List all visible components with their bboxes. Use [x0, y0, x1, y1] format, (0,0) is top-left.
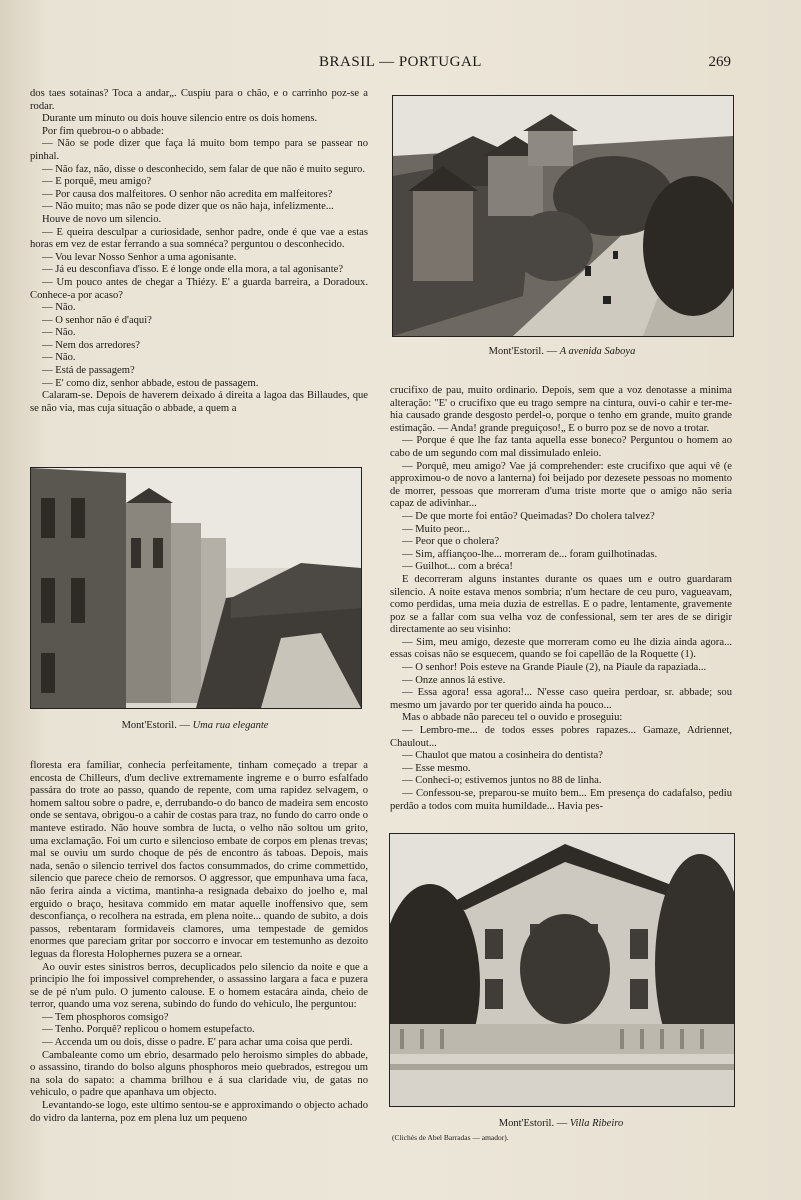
- paragraph: — Sim, affiançoo-lhe... morreram de... foram guilhotinadas.: [402, 548, 658, 560]
- right-column-text: [390, 385, 732, 813]
- paragraph: — Muito peor...: [402, 523, 470, 535]
- paragraph: Por fim quebrou-o o abbade:: [42, 125, 164, 137]
- paragraph: — Lembro-me... de todos esses pobres rapazes... Gamaze, Adriennet, Chaulout...: [390, 725, 732, 749]
- paragraph: — E' como diz, senhor abbade, estou de passagem.: [42, 377, 259, 389]
- caption-title: A avenida Saboya: [559, 346, 636, 357]
- photo-avenida-saboya: [392, 95, 734, 337]
- paragraph: Calaram-se. Depois de haverem deixado á direita a lagoa das Billaudes, que se não via, mas cuja situação o abbade, a quem a: [30, 390, 368, 414]
- paragraph: — Accenda um ou dois, disse o padre. E' para achar uma coisa que perdi.: [42, 1037, 353, 1049]
- caption-avenida-saboya: [392, 346, 732, 357]
- paragraph: — Não muito; mas não se pode dizer que os não haja, infelizmente...: [42, 201, 334, 213]
- paragraph: — Não.: [42, 327, 76, 339]
- paragraph: — Esse mesmo.: [402, 762, 471, 774]
- caption-title: Villa Ribeiro: [569, 1118, 624, 1129]
- paragraph: — Tem phosphoros comsigo?: [42, 1011, 169, 1023]
- left-column-top-text: [30, 88, 368, 415]
- caption-place: Mont'Estoril. —: [121, 720, 190, 731]
- paragraph: — Um pouco antes de chegar a Thiézy. E' a guarda barreira, a Doradoux. Conhece-a por acaso?: [30, 276, 368, 301]
- photo-villa-ribeiro: [389, 833, 735, 1107]
- paragraph: — E porquê, meu amigo?: [42, 176, 152, 188]
- page-header: [0, 54, 801, 76]
- paragraph: — O senhor! Pois esteve na Grande Piaule (2), na Piaule da rapaziada...: [402, 662, 707, 674]
- paragraph: — Não.: [42, 302, 76, 314]
- paragraph: Cambaleante como um ebrio, desarmado pelo heroismo simples do abbade, o assassino, tirando do bolso alguns phosphoros meio quebrados, estregou um na sola do sapato: a chamma brilhou e á sua claridade viu, de gatas no vehiculo, o padre que apanhava um objecto.: [30, 1049, 368, 1099]
- paragraph: — Conheci-o; estivemos juntos no 88 de linha.: [402, 775, 602, 787]
- paragraph: — Não faz, não, disse o desconhecido, sem falar de que não é muito seguro.: [42, 163, 366, 175]
- paragraph: — Guilhot... com a bréca!: [402, 561, 513, 573]
- paragraph: Houve de novo um silencio.: [42, 213, 162, 225]
- paragraph: crucifixo de pau, muito ordinario. Depois, sem que a voz denotasse a minima alteração: "E' o crucifixo que eu trago sempre na cintura, ouvi-o cahir e ter-me-hia causado grande desgosto perdel-o, porque o tenho em grande, muito grande estimação. — Anda! grande preguiçoso!„ E o burro poz se de novo a trotar.: [390, 385, 732, 434]
- paragraph: — E queira desculpar a curiosidade, senhor padre, onde é que vae a estas horas em vez de estar ferrando a sua somnéca? perguntou o desconhecido.: [30, 226, 368, 251]
- paragraph: dos taes sotainas? Toca a andar„. Cuspiu para o chão, e o carrinho poz-se a rodar.: [30, 88, 368, 112]
- paragraph: — Já eu desconfiava d'isso. E é longe onde ella mora, a tal agonisante?: [42, 264, 344, 276]
- paragraph: — De que morte foi então? Queimadas? Do cholera talvez?: [402, 510, 655, 522]
- paragraph: — Não se pode dizer que faça lá muito bom tempo para se passear no pinhal.: [30, 138, 368, 162]
- paragraph: floresta era familiar, conhecia perfeitamente, tinham começado a trepar a encosta de Chilleurs, d'um declive extremamente ingreme e o burro esfalfado passára do trote ao passo, quando de repente, com uma rapidez selvagem, o homem saltou sobre o padre, e, derrubando-o do banco de madeira sem encosto onde se sentava, obrigou-o a cahir de costas para traz, no fundo do carro onde o manteve estirado. Não houve sombra de lucta, o velho não soltou um grito, uma exclamação. Foi um curto e silencioso embate de corpos em plenas trevas; mal se ouviu um surdo choque de pés de encontro ás taboas. Depois, mais nada, senão o silencio terrivel dos factos consummados, do crime commettido, silencio que parece cheio de remorsos. O aggressor, que empunhava uma faca, não ferira ainda a victima, mantinha-a resignada debaixo do joelho e, mal erguido o braço, hesitava commido em matar aquelle inoffensivo que, sem desconfiança, o recolhera na estrada, em plena noite... quando de subito, a dois passos, rebentaram formidaveis clamores, uma tempestade de gemidos enormes que pareciam gritar por soccorro e invocar em testemunho as dezoito leguas da floresta Holophernes puzera se a ornear.: [30, 760, 368, 960]
- paragraph: Mas o abbade não pareceu tel o ouvido e proseguiu:: [402, 712, 623, 724]
- paragraph: Levantando-se logo, este ultimo sentou-se e approximando o objecto achado do vidro da lanterna, poz em plena luz um pequeno: [30, 1100, 368, 1124]
- caption-rua-elegante: [30, 720, 360, 731]
- paragraph: Durante um minuto ou dois houve silencio entre os dois homens.: [42, 113, 318, 125]
- paragraph: — Vou levar Nosso Senhor a uma agonisante.: [42, 251, 237, 263]
- paragraph: — Não.: [42, 352, 76, 364]
- paragraph: — Sim, meu amigo, dezeste que morreram como eu lhe dizia ainda agora... essas coisas não se esquecem, quando se foi capellão de la Roquette (1).: [390, 636, 732, 661]
- paragraph: — Onze annos lá estive.: [402, 674, 506, 686]
- paragraph: — Está de passagem?: [42, 365, 135, 377]
- running-title: BRASIL — PORTUGAL: [319, 54, 482, 70]
- caption-place: Mont'Estoril. —: [498, 1118, 568, 1129]
- paragraph: — Tenho. Porquê? replicou o homem estupefacto.: [42, 1024, 255, 1036]
- paragraph: — Porquê, meu amigo? Vae já comprehender: este crucifixo que aqui vê (e approximou-o de novo a lanterna) foi beijado por dezesete pessoas no momento de morrer, pessoas que morreram d'uma triste morte que o amigo não seria capaz de adivinhar...: [390, 460, 732, 510]
- paragraph: — Nem dos arredores?: [42, 339, 140, 351]
- left-column-bottom-text: [30, 760, 368, 1125]
- paragraph: — Essa agora! essa agora!... N'esse caso queira perdoar, sr. abbade; sou mesmo um javardo por ter querido ainda ha pouco...: [390, 687, 732, 711]
- photo-credit: (Clichés de Abel Barradas — amador).: [392, 1133, 509, 1142]
- photo-rua-elegante: [30, 467, 362, 709]
- caption-villa-ribeiro: [389, 1118, 733, 1129]
- paragraph: — Confessou-se, preparou-se muito bem... Em presença do cadafalso, pediu perdão a todos com muita humildade... Havia pes-: [390, 788, 732, 812]
- paragraph: — Porque é que lhe faz tanta aquella esse boneco? Perguntou o homem ao cabo de um segundo com mal dissimulado enleio.: [390, 435, 732, 459]
- paragraph: — Peor que o cholera?: [402, 536, 500, 548]
- paragraph: E decorreram alguns instantes durante os quaes um e outro guardaram silencio. A noite estava menos sombria; n'um hectare de ceu puro, vagueavam, como perdidas, uma meia duzia de estrellas. E o padre, lentamente, gravemente poz se a fallar com sua velha voz de confessional, sem ter ares de se dirigir directamente ao seu visinho:: [390, 573, 732, 636]
- caption-title: Uma rua elegante: [192, 720, 269, 731]
- paragraph: — Chaulot que matou a cosinheira do dentista?: [402, 750, 603, 762]
- paragraph: — Por causa dos malfeitores. O senhor não acredita em malfeitores?: [42, 188, 333, 200]
- caption-place: Mont'Estoril. —: [488, 346, 558, 357]
- paragraph: — O senhor não é d'aqui?: [42, 314, 152, 326]
- paragraph: Ao ouvir estes sinistros berros, decuplicados pelo silencio da noite e que a principio lhe foi impossivel comprehender, o assassino largara a faca e puzera se de pé n'um pulo. O jumento calouse. E o homem estacára ainda, cheio de terror, quando uma voz serena, subindo do fundo do vehiculo, lhe perguntou:: [30, 961, 368, 1011]
- page-number: 269: [708, 54, 731, 70]
